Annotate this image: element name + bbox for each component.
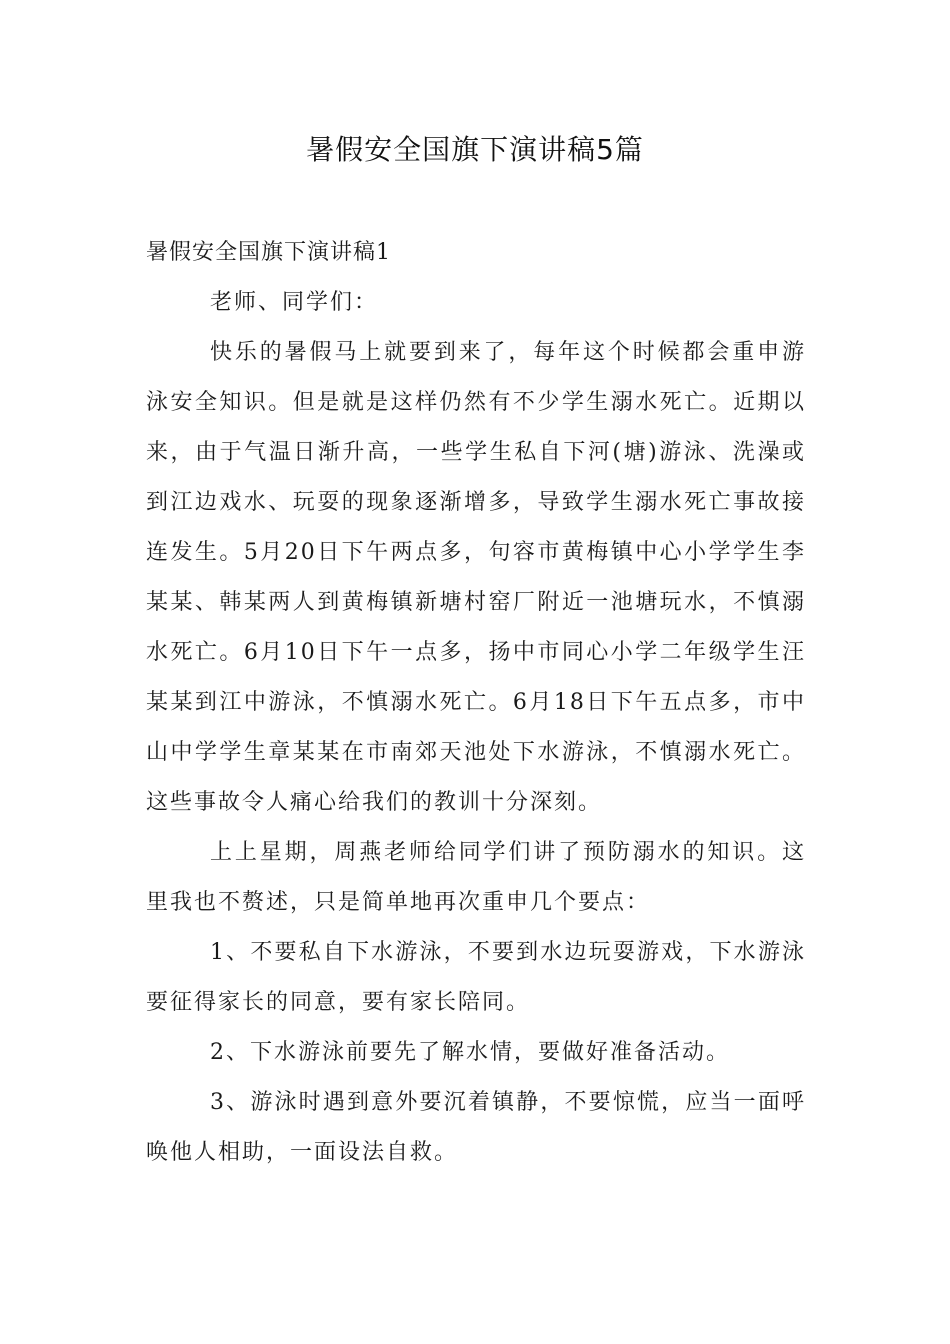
paragraph-1: 快乐的暑假马上就要到来了，每年这个时候都会重申游泳安全知识。但是就是这样仍然有不少学生溺水死亡。近期以来，由于气温日渐升高，一些学生私自下河(塘)游泳、洗澡或到江边戏水、玩耍的现象逐渐增多，导致学生溺水死亡事故接连发生。5月20日下午两点多，句容市黄梅镇中心小学学生李某某、韩某两人到黄梅镇新塘村窑厂附近一池塘玩水，不慎溺水死亡。6月10日下午一点多，扬中市同心小学二年级学生汪某某到江中游泳，不慎溺水死亡。6月18日下午五点多，市中山中学学生章某某在市南郊天池处下水游泳，不慎溺水死亡。这些事故令人痛心给我们的教训十分深刻。 bbox=[146, 340, 806, 815]
section-heading: 暑假安全国旗下演讲稿1 bbox=[146, 240, 391, 265]
document-body bbox=[146, 228, 806, 1178]
greeting-line: 老师、同学们： bbox=[210, 290, 379, 315]
list-item-1: 1、不要私自下水游泳，不要到水边玩耍游戏，下水游泳要征得家长的同意，要有家长陪同。 bbox=[146, 940, 806, 1015]
list-item-3: 3、游泳时遇到意外要沉着镇静，不要惊慌，应当一面呼唤他人相助，一面设法自救。 bbox=[146, 1090, 806, 1165]
paragraph-2: 上上星期，周燕老师给同学们讲了预防溺水的知识。这里我也不赘述，只是简单地再次重申几个要点： bbox=[146, 840, 806, 915]
document-title: 暑假安全国旗下演讲稿5篇 bbox=[306, 133, 644, 166]
list-item-2: 2、下水游泳前要先了解水情，要做好准备活动。 bbox=[210, 1040, 730, 1065]
